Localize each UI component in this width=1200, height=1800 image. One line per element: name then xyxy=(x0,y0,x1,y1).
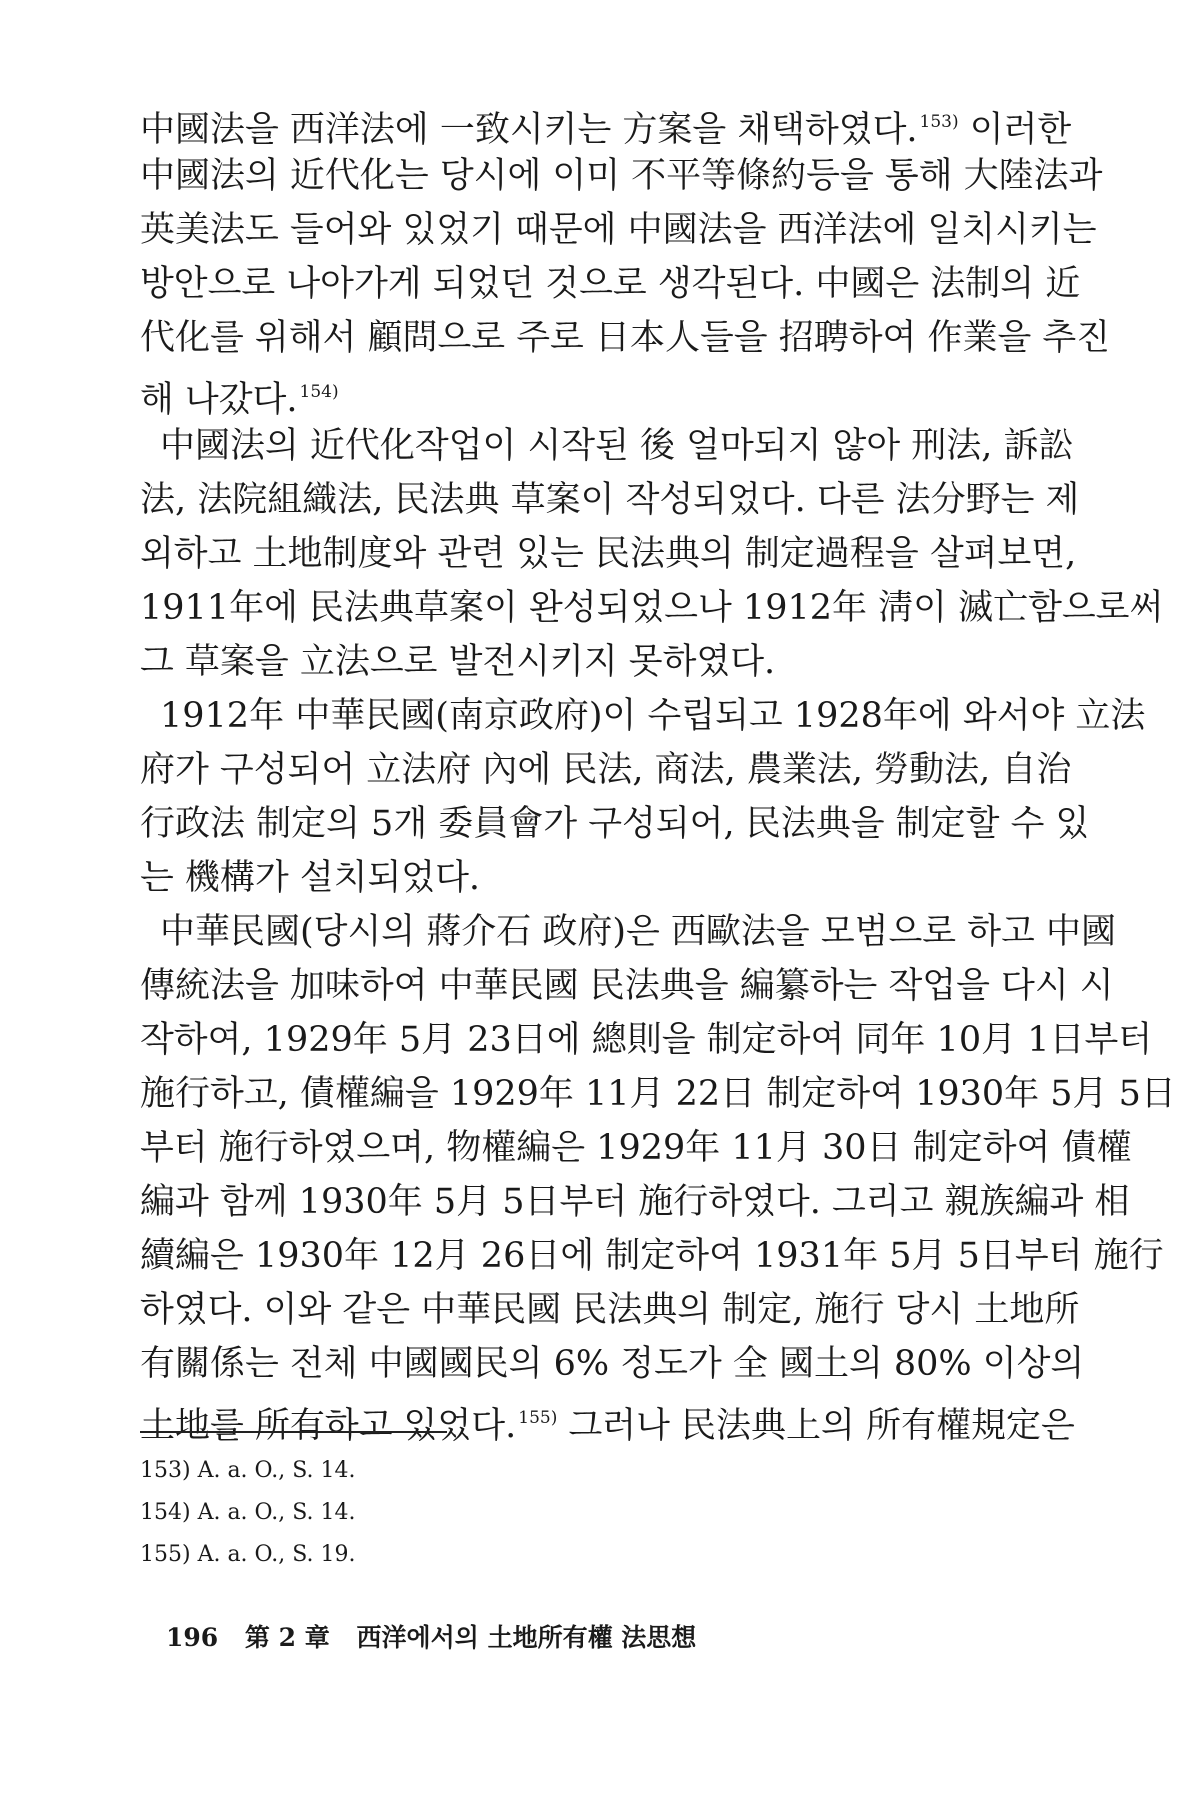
p4-line-4 xyxy=(140,1067,1176,1121)
p4-line-2 xyxy=(140,959,1114,1013)
p4-line-6 xyxy=(140,1175,1130,1229)
line-text-after-marker: 이러한 xyxy=(958,110,1072,150)
line-text-after-marker: 그러나 民法典上의 所有權規定은 xyxy=(557,1406,1075,1446)
chapter-label: 第 2 章 xyxy=(244,1623,330,1652)
page-number: 196 xyxy=(166,1623,219,1652)
p1-line-5 xyxy=(140,311,1111,365)
paragraph-2 xyxy=(140,419,1164,689)
paragraph-3 xyxy=(140,689,1146,905)
line-text: 代化를 위해서 顧問으로 주로 日本人들을 招聘하여 作業을 추진 xyxy=(140,318,1111,358)
paragraph-1 xyxy=(140,95,1111,420)
p4-line-10 xyxy=(140,1391,1075,1446)
footnote-divider xyxy=(140,1431,447,1433)
p1-line-1 xyxy=(140,95,1072,150)
line-text: 작하여, 1929年 5月 23日에 總則을 制定하여 同年 10月 1日부터 xyxy=(140,1020,1153,1060)
footnote-marker: 155) xyxy=(518,1408,558,1428)
line-text: 續編은 1930年 12月 26日에 制定하여 1931年 5月 5日부터 施行 xyxy=(140,1236,1164,1276)
footnote-154: 154) A. a. O., S. 14. xyxy=(140,1500,356,1525)
line-text: 施行하고, 債權編을 1929年 11月 22日 制定하여 1930年 5月 5日 xyxy=(140,1074,1176,1114)
p3-line-1: 1912年 中華民國(南京政府)이 수립되고 1928年에 와서야 立法 xyxy=(160,696,1146,736)
line-text: 하였다. 이와 같은 中華民國 民法典의 制定, 施行 당시 土地所 xyxy=(140,1290,1080,1330)
p4-line-8 xyxy=(140,1283,1080,1337)
line-text: 土地를 所有하고 있었다. xyxy=(140,1406,517,1446)
p1-line-2 xyxy=(140,149,1103,203)
p3-line-2: 府가 구성되어 立法府 內에 民法, 商法, 農業法, 勞動法, 自治 xyxy=(140,750,1072,790)
chapter-title: 西洋에서의 土地所有權 法思想 xyxy=(356,1623,697,1652)
footnote-marker: 154) xyxy=(299,382,339,402)
p4-line-5 xyxy=(140,1121,1132,1175)
p4-line-3 xyxy=(140,1013,1153,1067)
p3-line-4: 는 機構가 설치되었다. xyxy=(140,858,481,898)
body-text xyxy=(140,95,1176,1446)
footnotes xyxy=(140,1450,356,1576)
line-text: 中華民國(당시의 蔣介石 政府)은 西歐法을 모범으로 하고 中國 xyxy=(160,912,1116,952)
p2-line-3: 외하고 土地制度와 관련 있는 民法典의 制定過程을 살펴보면, xyxy=(140,534,1077,574)
p2-line-2: 法, 法院組織法, 民法典 草案이 작성되었다. 다른 法分野는 제 xyxy=(140,480,1080,520)
footnote-155: 155) A. a. O., S. 19. xyxy=(140,1542,356,1567)
paragraph-4 xyxy=(140,905,1176,1446)
line-text: 부터 施行하였으며, 物權編은 1929年 11月 30日 制定하여 債權 xyxy=(140,1128,1132,1168)
line-text: 傳統法을 加味하여 中華民國 民法典을 編纂하는 작업을 다시 시 xyxy=(140,966,1114,1006)
p1-line-3 xyxy=(140,203,1097,257)
p4-line-7 xyxy=(140,1229,1164,1283)
page-footer xyxy=(166,1618,714,1654)
footnote-marker: 153) xyxy=(919,112,959,132)
p4-line-1 xyxy=(140,905,1116,959)
line-text: 英美法도 들어와 있었기 때문에 中國法을 西洋法에 일치시키는 xyxy=(140,210,1097,250)
p1-line-4 xyxy=(140,257,1081,311)
p3-line-3: 行政法 制定의 5개 委員會가 구성되어, 民法典을 制定할 수 있 xyxy=(140,804,1090,844)
line-text: 中國法의 近代化는 당시에 이미 不平等條約등을 통해 大陸法과 xyxy=(140,156,1103,196)
line-text: 有關係는 전체 中國國民의 6% 정도가 全 國土의 80% 이상의 xyxy=(140,1344,1085,1384)
line-text: 編과 함께 1930年 5月 5日부터 施行하였다. 그리고 親族編과 相 xyxy=(140,1182,1130,1222)
p1-line-6 xyxy=(140,365,1020,419)
line-text: 방안으로 나아가게 되었던 것으로 생각된다. 中國은 法制의 近 xyxy=(140,264,1081,304)
line-text: 中國法을 西洋法에 一致시키는 方案을 채택하였다. xyxy=(140,110,918,150)
p4-line-9 xyxy=(140,1337,1085,1391)
p2-line-4: 1911年에 民法典草案이 완성되었으나 1912年 淸이 滅亡함으로써 xyxy=(140,588,1164,628)
p2-line-1: 中國法의 近代化작업이 시작된 後 얼마되지 않아 刑法, 訴訟 xyxy=(160,426,1074,466)
footnote-153: 153) A. a. O., S. 14. xyxy=(140,1458,356,1483)
line-text: 해 나갔다. xyxy=(140,380,298,420)
p2-line-5: 그 草案을 立法으로 발전시키지 못하였다. xyxy=(140,642,776,682)
